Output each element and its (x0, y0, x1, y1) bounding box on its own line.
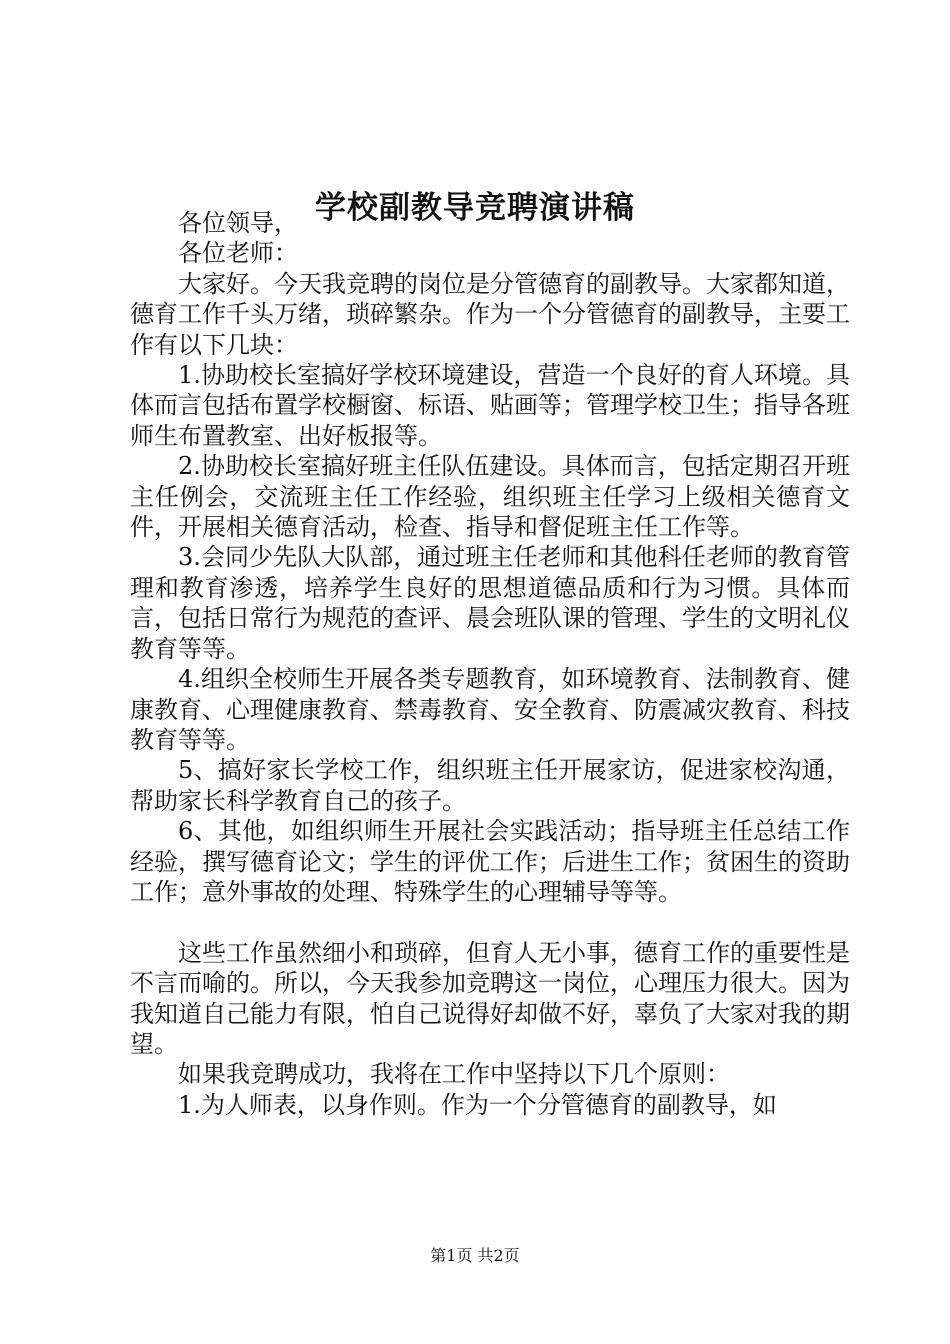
paragraph-item-2: 2.协助校长室搞好班主任队伍建设。具体而言，包括定期召开班主任例会，交流班主任工作经验，组织班主任学习上级相关德育文件，开展相关德育活动，检查、指导和督促班主任工作等。 (130, 452, 850, 542)
paragraph-item-4: 4.组织全校师生开展各类专题教育，如环境教育、法制教育、健康教育、心理健康教育、禁毒教育、安全教育、防震减灾教育、科技教育等等。 (130, 665, 850, 754)
blank-line (130, 907, 850, 937)
document-body (130, 208, 850, 1120)
page-footer: 第1页 共2页 (430, 1246, 520, 1265)
paragraph-reflection: 这些工作虽然细小和琐碎，但育人无小事，德育工作的重要性是不言而喻的。所以，今天我参加竞聘这一岗位，心理压力很大。因为我知道自己能力有限，怕自己说得好却做不好，辜负了大家对我的期望。 (130, 938, 850, 1058)
paragraph-item-3: 3.会同少先队大队部，通过班主任老师和其他科任老师的教育管理和教育渗透，培养学生良好的思想道德品质和行为习惯。具体而言，包括日常行为规范的查评、晨会班队课的管理、学生的文明礼仪教育等等。 (130, 543, 850, 663)
paragraph-principle-1: 1.为人师表，以身作则。作为一个分管德育的副教导，如 (178, 1090, 777, 1119)
document-title: 学校副教导竞聘演讲稿 (315, 190, 635, 226)
salutation-teachers: 各位老师： (178, 239, 298, 268)
paragraph-principles-intro: 如果我竞聘成功，我将在工作中坚持以下几个原则： (178, 1060, 730, 1089)
paragraph-item-1: 1.协助校长室搞好学校环境建设，营造一个良好的育人环境。具体而言包括布置学校橱窗、标语、贴画等；管理学校卫生；指导各班师生布置教室、出好板报等。 (130, 361, 850, 450)
salutation-leaders: 各位领导， (178, 209, 298, 237)
paragraph-item-6: 6、其他，如组织师生开展社会实践活动；指导班主任总结工作经验，撰写德育论文；学生的评优工作；后进生工作；贫困生的资助工作；意外事故的处理、特殊学生的心理辅导等等。 (130, 817, 850, 906)
paragraph-item-5: 5、搞好家长学校工作，组织班主任开展家访，促进家校沟通，帮助家长科学教育自己的孩子。 (130, 756, 850, 815)
paragraph-intro: 大家好。今天我竞聘的岗位是分管德育的副教导。大家都知道，德育工作千头万绪，琐碎繁杂。作为一个分管德育的副教导，主要工作有以下几块： (130, 269, 850, 359)
